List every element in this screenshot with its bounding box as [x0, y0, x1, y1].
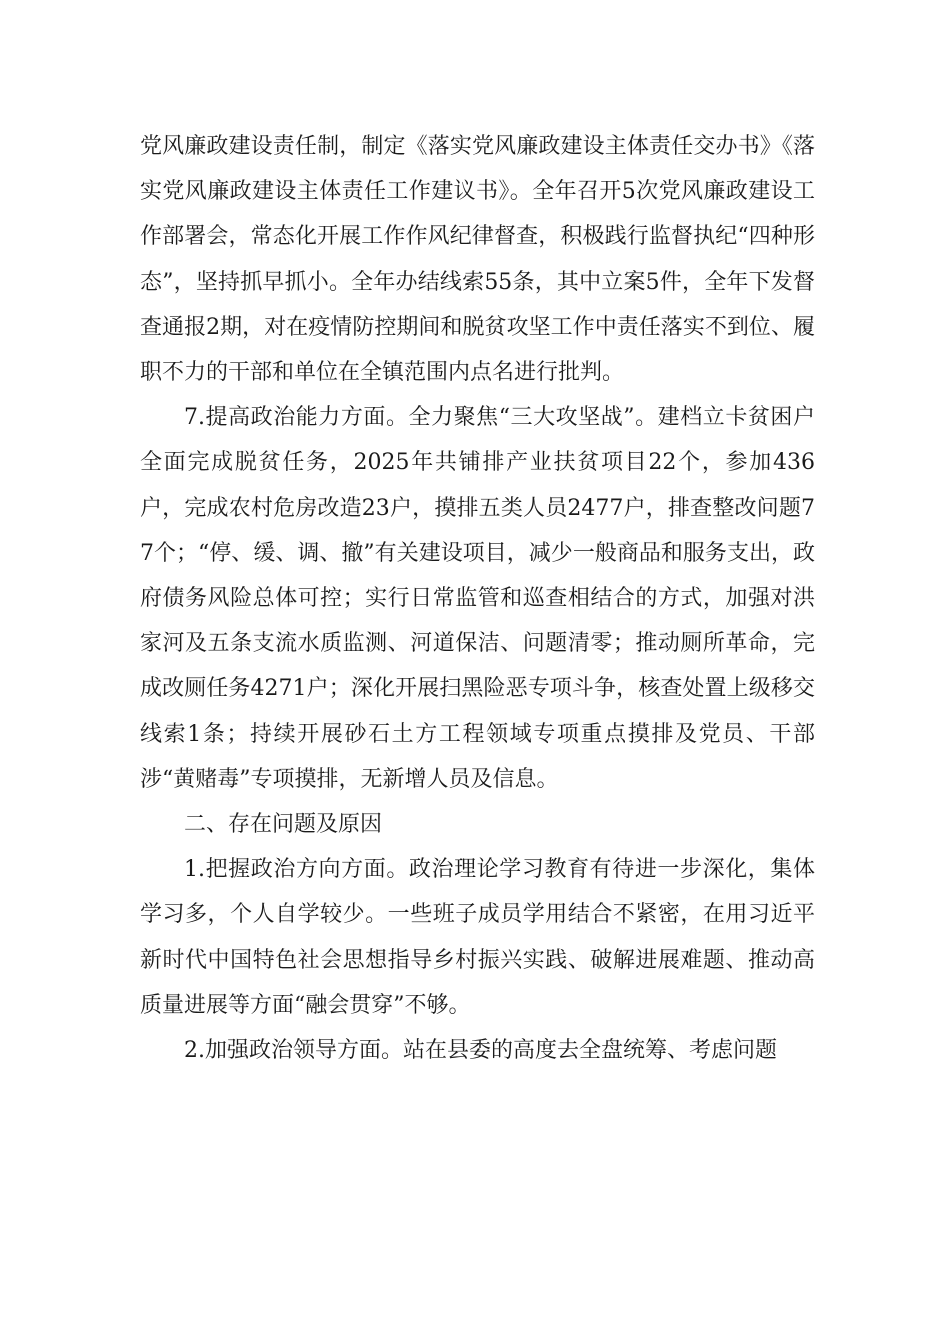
paragraph-political-direction: 1.把握政治方向方面。政治理论学习教育有待进一步深化，集体学习多，个人自学较少。一些班子成员学用结合不紧密，在用习近平新时代中国特色社会思想指导乡村振兴实践、破解进展难题、推动高质量进展等方面“融会贯穿”不够。	[140, 857, 815, 1018]
document-body	[140, 124, 815, 1073]
paragraph-party-conduct: 党风廉政建设责任制，制定《落实党风廉政建设主体责任交办书》《落实党风廉政建设主体责任工作建议书》。全年召开5次党风廉政建设工作部署会，常态化开展工作作风纪律督查，积极践行监督执纪“四种形态”，坚持抓早抓小。全年办结线索55条，其中立案5件，全年下发督查通报2期，对在疫情防控期间和脱贫攻坚工作中责任落实不到位、履职不力的干部和单位在全镇范围内点名进行批判。	[140, 134, 815, 386]
paragraph-political-leadership: 2.加强政治领导方面。站在县委的高度去全盘统筹、考虑问题	[184, 1038, 777, 1064]
section-heading-problems: 二、存在问题及原因	[184, 812, 383, 838]
paragraph-political-capability: 7.提高政治能力方面。全力聚焦“三大攻坚战”。建档立卡贫困户全面完成脱贫任务，2025年共铺排产业扶贫项目22个，参加436户，完成农村危房改造23户，摸排五类人员2477户，排查整改问题77个；“停、缓、调、撤”有关建设项目，减少一般商品和服务支出，政府债务风险总体可控；实行日常监管和巡查相结合的方式，加强对洪家河及五条支流水质监测、河道保洁、问题清零；推动厕所革命，完成改厕任务4271户；深化开展扫黑险恶专项斗争，核查处置上级移交线索1条；持续开展砂石土方工程领域专项重点摸排及党员、干部涉“黄赌毒”专项摸排，无新增人员及信息。	[140, 405, 815, 792]
